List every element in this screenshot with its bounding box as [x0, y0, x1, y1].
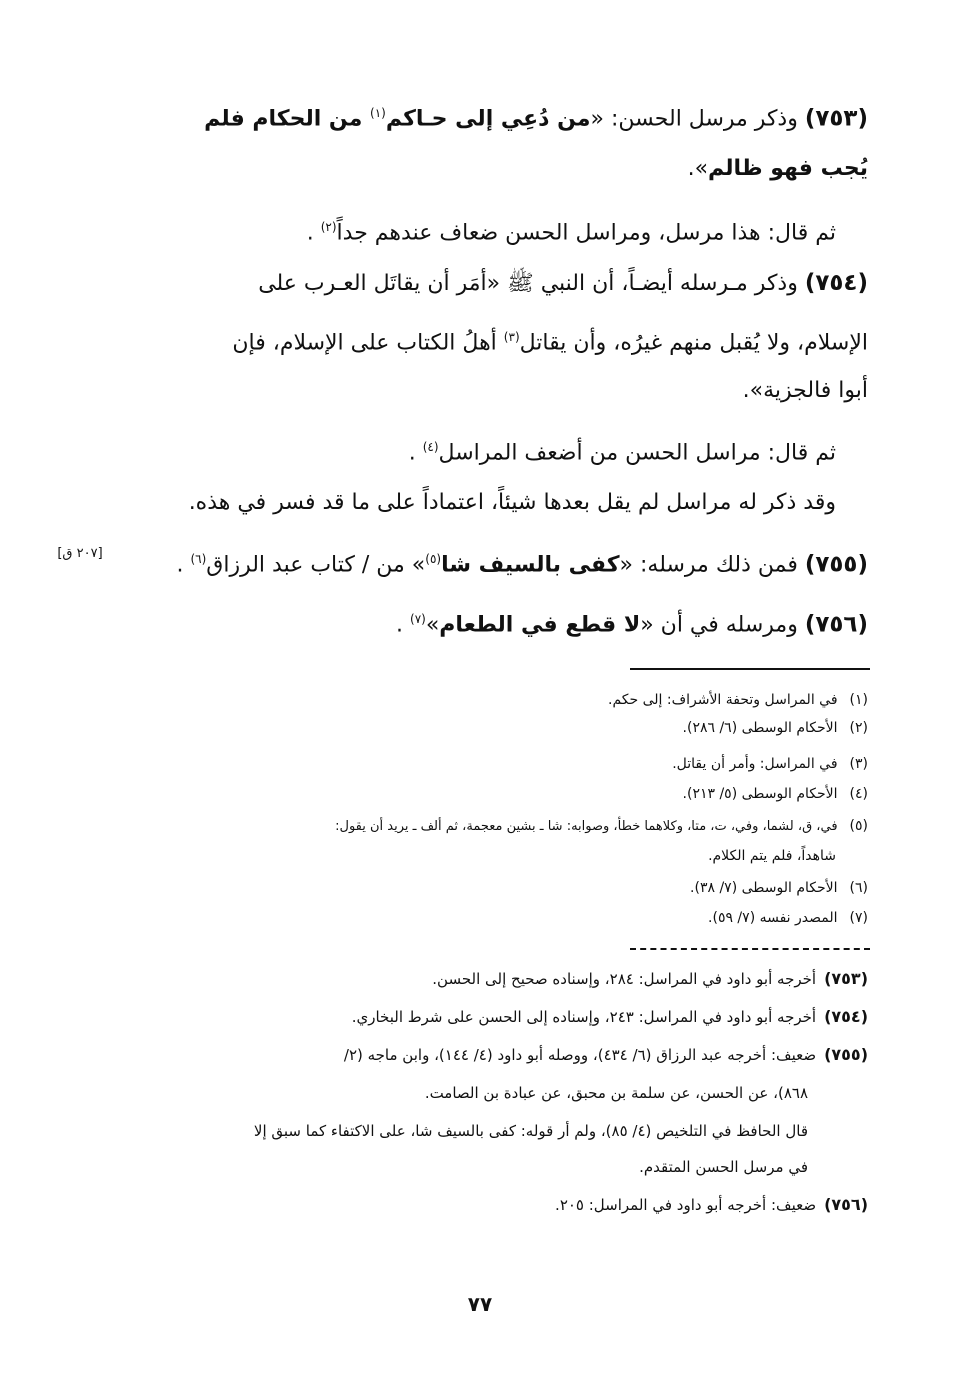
- note-text: وقد ذكر له مراسل لم يقل بعدها شيئاً، اعتماداً على ما قد فسر في هذه.: [188, 490, 836, 515]
- hadith-text: من الحكام فلم: [204, 106, 370, 132]
- takhrij-separator: [630, 948, 870, 950]
- manuscript-folio-marker: [٢٠٧ ق]: [57, 546, 103, 561]
- text-fragment: أهلُ الكتاب على الإسلام، فإن: [232, 330, 504, 356]
- takhrij-755: [344, 1044, 868, 1066]
- paragraph-753-line-1: [204, 98, 868, 134]
- paragraph-754-line-2: [232, 322, 868, 358]
- comment-754: ثم قال: مراسل الحسن من أضعف المراسل$^{(٤)}$ .: [408, 440, 836, 466]
- takhrij-number: (٧٥٦): [824, 1195, 868, 1214]
- text-fragment: وذكر مـرسله أيضـاً، أن النبي ﷺ «أمَر أن يقاتَل العـرب على: [258, 271, 798, 296]
- footnote-5-continued: [708, 846, 836, 866]
- comment-text: ثم قال: مراسل الحسن من أضعف المراسل: [438, 440, 836, 466]
- footnote-separator: [630, 668, 870, 670]
- text-fragment: وذكر مرسل الحسن: «: [590, 106, 798, 132]
- text-fragment: فمن ذلك مرسله: «: [619, 552, 798, 578]
- footnote-number: (٥): [849, 818, 868, 834]
- footnote-ref-7: (٧): [410, 612, 426, 626]
- takhrij-text: ضعيف: أخرجه عبد الرزاق (٦/ ٤٣٤)، ووصله أبو داود (٤/ ١٤٤)، وابن ماجه (٢/: [343, 1046, 817, 1064]
- footnote-5: [335, 816, 868, 837]
- footnote-number: (٢): [849, 720, 868, 736]
- footnote-ref-1: (١): [370, 106, 386, 120]
- footnote-ref-6: (٦): [190, 552, 207, 566]
- takhrij-number: (٧٥٣): [824, 969, 868, 988]
- footnote-text: في المراسل وتحفة الأشراف: إلى حكم.: [608, 692, 838, 708]
- hadith-text: لا قطع في الطعام: [439, 612, 641, 638]
- footnote-text: الأحكام الوسطى (٦/ ٢٨٦).: [682, 720, 838, 736]
- footnote-ref-5: (٥): [425, 552, 442, 566]
- takhrij-754: [352, 1006, 868, 1028]
- hadith-number-753: (٧٥٣): [804, 105, 868, 132]
- takhrij-text: ضعيف: أخرجه أبو داود في المراسل: ٢٠٥.: [555, 1196, 817, 1214]
- footnote-text: شاهداً، فلم يتم الكلام.: [708, 848, 836, 864]
- takhrij-755-cont-1: [425, 1082, 808, 1104]
- text-fragment: »: [425, 612, 440, 638]
- text-fragment: أبوا فالجزية».: [742, 378, 868, 403]
- comment-753: ثم قال: هذا مرسل، ومراسل الحسن ضعاف عندهم جداً$^{(٢)}$ .: [306, 220, 836, 246]
- page-number: ٧٧: [467, 1292, 493, 1316]
- hadith-text: كفى بالسيف شا: [441, 552, 620, 578]
- paragraph-754-line-1: [258, 268, 868, 299]
- paragraph-753-line-2: [688, 154, 868, 184]
- footnote-text: في، ق، لشما، وفي، ت، متا، وكلاهما خطأ، وصوابه: شا ـ بشين معجمة، ثم ألف ـ يريد أن يقول:: [335, 819, 838, 834]
- takhrij-text: أخرجه أبو داود في المراسل: ٢٤٣، وإسناده إلى الحسن على شرط البخاري.: [351, 1008, 817, 1026]
- takhrij-755-cont-2: [254, 1120, 808, 1142]
- footnote-number: (٤): [849, 786, 868, 802]
- hadith-number-756: (٧٥٦): [804, 611, 868, 638]
- note-line: [189, 488, 836, 518]
- text-fragment: الإسلام، ولا يُقبل منهم غيرُه، وأن يقاتل: [519, 330, 868, 356]
- footnote-number: (٣): [849, 756, 868, 772]
- footnote-text: الأحكام الوسطى (٥/ ٢١٣).: [682, 786, 838, 802]
- takhrij-number: (٧٥٥): [824, 1045, 868, 1064]
- hadith-number-754: (٧٥٤): [804, 270, 868, 296]
- text-fragment: ومرسله في أن «: [640, 612, 798, 638]
- footnote-2: [683, 718, 868, 738]
- footnote-text: المصدر نفسه (٧/ ٥٩).: [708, 910, 838, 926]
- footnote-number: (١): [849, 692, 868, 708]
- paragraph-755: (٧٥٥) فمن ذلك مرسله: «كفى بالسيف شا$^{(٥)}$» من / كتاب عبد الرزاق$^{(٦)}$ .: [176, 551, 868, 578]
- takhrij-number: (٧٥٤): [824, 1007, 868, 1026]
- footnote-ref-2: (٢): [320, 220, 337, 234]
- hadith-text: من دُعِي إلى حـاكم: [385, 106, 591, 132]
- text-fragment: » من / كتاب عبد الرزاق: [206, 552, 426, 578]
- takhrij-text: قال الحافظ في التلخيص (٤/ ٨٥)، ولم أر قوله: كفى بالسيف شا، على الاكتفاء كما سبق إلا: [253, 1122, 808, 1140]
- takhrij-text: في مرسل الحسن المتقدم.: [639, 1158, 808, 1176]
- footnote-text: الأحكام الوسطى (٧/ ٣٨).: [690, 880, 838, 896]
- hadith-text: يُجب فهو ظالم: [708, 156, 868, 181]
- footnote-3: [672, 754, 868, 774]
- paragraph-756: (٧٥٦) ومرسله في أن «لا قطع في الطعام»$^{(٧)}$ .: [396, 611, 868, 638]
- paragraph-754-line-3: [743, 376, 868, 406]
- comment-text: ثم قال: هذا مرسل، ومراسل الحسن ضعاف عندهم جداً: [336, 220, 836, 246]
- takhrij-text: ٨٦٨)، عن الحسن، عن سلمة بن محبق، عن عبادة بن الصامت.: [424, 1084, 808, 1102]
- text-fragment: ».: [687, 156, 709, 181]
- takhrij-755-cont-3: [639, 1156, 808, 1178]
- footnote-ref-3: (٣): [503, 330, 520, 344]
- footnote-7: [708, 908, 868, 928]
- takhrij-756: [555, 1194, 868, 1216]
- footnote-6: [690, 878, 868, 898]
- takhrij-753: [432, 968, 868, 990]
- footnote-4: [683, 784, 868, 804]
- footnote-text: في المراسل: وأمر أن يقاتل.: [672, 756, 838, 772]
- hadith-number-755: (٧٥٥): [804, 551, 868, 578]
- footnote-number: (٦): [849, 880, 868, 896]
- footnote-ref-4: (٤): [422, 440, 439, 454]
- takhrij-text: أخرجه أبو داود في المراسل: ٢٨٤، وإسناده صحيح إلى الحسن.: [432, 970, 817, 988]
- footnote-1: [608, 690, 868, 710]
- footnote-number: (٧): [849, 910, 868, 926]
